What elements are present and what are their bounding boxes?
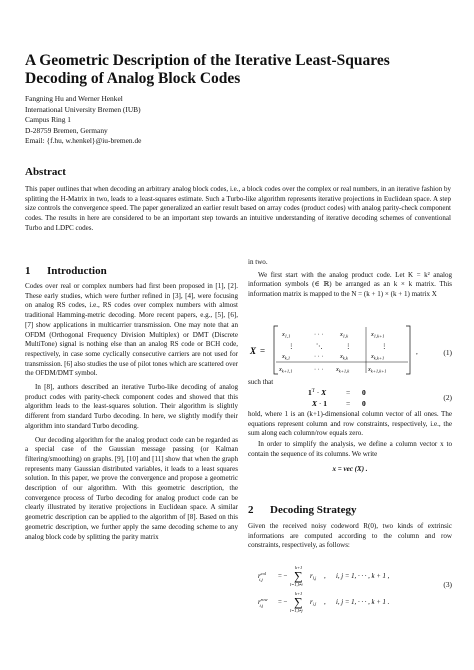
section-2-number: 2 xyxy=(248,504,254,516)
svg-text:x1,k: $x_{1,k}$ xyxy=(340,331,349,339)
section-2-title: Decoding Strategy xyxy=(270,504,357,516)
abstract-text: This paper outlines that when decoding an arbitrary analog block codes, i.e., a block codes over the complex or real numbers, in an iterative fashion by splitting the H-Matrix in two, leads to a least-squares estimate. Such a Turbo-like algorithm represents iterative projections in Euclidean space. A step size controls the convergence speed. The paper generalized an earlier result based on array codes (product codes) with analog parity-check component codes. The results in here are considered to be an important step towards an intuitive understanding of iterative decoding schemes of conventional Turbo and LDPC codes. xyxy=(25,185,451,232)
svg-text:k+1: k+1 xyxy=(295,565,303,570)
svg-text:rl,j: $r_{l,j}$ xyxy=(310,573,317,581)
intro-paragraph-1: Codes over real or complex numbers had first been proposed in [1], [2]. These early studies, which were further refined in [3], [4], were focusing on analog RS codes, i.e., RS codes over complex numbers with almost traditional Hamming-metric decoding. More recent papers, e.g., [5], [6], [7] show applications in multicarrier transmission. One may note that an OFDM (Orthogonal Frequency Division Multiplex) or DMT (Discrete MultiTone) signal is nothing else than an analog RS code or BCH code, respectively, in case some cyclically consecutive carriers are not used for transmission. [6] also studies the use of pilot tones which are scattered over the OFDM/DMT symbol. xyxy=(25,282,238,378)
svg-text:0: 0 xyxy=(362,388,366,397)
author-block xyxy=(25,94,141,147)
svg-text:= −: = − xyxy=(278,573,288,580)
section-2-body xyxy=(248,522,452,551)
svg-text:ri,l: $r_{i,l}$ xyxy=(310,599,317,607)
svg-text:xk,1: $x_{k,1}$ xyxy=(282,353,291,361)
right-paragraph-3: In order to simplify the analysis, we define a column vector x to contain the sequence of its columns. We write xyxy=(248,440,452,458)
svg-text:i, j = 1, · · · , k + 1 .: i, j = 1, · · · , k + 1 . xyxy=(336,599,390,606)
extrinsic-equations-graphic xyxy=(248,558,438,614)
equation-3 xyxy=(248,558,452,614)
matrix-equation-graphic xyxy=(248,324,438,376)
left-column xyxy=(25,282,238,546)
equation-2-number: (2) xyxy=(443,393,452,402)
svg-text:,: , xyxy=(324,573,326,580)
svg-text:⋮: ⋮ xyxy=(345,343,352,350)
right-column xyxy=(248,258,452,300)
author-street: Campus Ring 1 xyxy=(25,115,71,125)
intro-paragraph-3: Our decoding algorithm for the analog product code can be regarded as a special case of the Gaussian message passing (or Kalman filtering/smoothing) on graphs. [9], [10] and [11] show that when the graph represents many Gaussian distributed variables, it leads to a least squares solution. In this paper, we prove the convergence and propose a geometric description of our algorithm. With this geometric description, the convergence process of Turbo decoding for analog product code can be clearly illustrated by iterative projections in Euclidean space. A similar geometric description can be applied to the algorithm of [8]. Based on this geometric description, we further apply the same decoding scheme to any analog block code by splitting the parity matrix xyxy=(25,435,238,541)
equation-3-number: (3) xyxy=(443,580,452,589)
svg-text:X: X xyxy=(250,346,257,356)
author-city: D-28759 Bremen, Germany xyxy=(25,125,108,135)
such-that-text: such that xyxy=(248,378,274,386)
svg-text:0: 0 xyxy=(362,399,366,408)
abstract-heading: Abstract xyxy=(25,166,66,178)
svg-text:l=1,l≠j: l=1,l≠j xyxy=(290,608,303,613)
vec-equation: x = vec (X) . xyxy=(332,464,368,473)
intro-paragraph-2: In [8], authors described an iterative Turbo-like decoding of analog product codes with parity-check component codes and showed that this algorithm leads to the least-squares solution. Their algorithm is slightly different from standard Turbo decoding. In here, we slightly modify their algorithm into standard Turbo decoding. xyxy=(25,383,238,430)
equation-2 xyxy=(248,385,452,409)
svg-text:xk,k: $x_{k,k}$ xyxy=(340,353,348,361)
svg-text:,: , xyxy=(324,599,326,606)
constraint-equations-graphic xyxy=(248,385,438,409)
svg-text:x1,1: $x_{1,1}$ xyxy=(282,331,291,339)
svg-text:rrowi,j: $r^{row}$ i,j xyxy=(258,597,268,608)
svg-text:=: = xyxy=(260,346,266,356)
svg-text:· · ·: · · · xyxy=(314,353,324,360)
svg-text:∑: ∑ xyxy=(294,569,303,583)
svg-text:x1,k+1: $x_{1,k+1}$ xyxy=(371,331,385,339)
section-1-heading xyxy=(25,265,107,277)
right-paragraph-0: in two. xyxy=(248,258,268,266)
svg-text:1T · X: $1^T \cdot X$ xyxy=(308,388,327,397)
svg-text:k+1: k+1 xyxy=(295,591,303,596)
svg-text:⋮: ⋮ xyxy=(381,343,388,350)
svg-text:∑: ∑ xyxy=(294,595,303,609)
svg-text:X · 1: X · 1 xyxy=(312,399,328,408)
svg-text:xk+1,1: $x_{k+1,1}$ xyxy=(279,366,293,374)
right-paragraph-2: hold, where 1 is an (k+1)-dimensional column vector of all ones. The equations represent column and row constraints, respectively, i.e., the sum along each column/row equals zero. xyxy=(248,410,452,438)
section-1-title: Introduction xyxy=(47,265,107,277)
svg-text:= −: = − xyxy=(278,599,288,606)
author-email: Email: {f.hu, w.henkel}@iu-bremen.de xyxy=(25,136,142,146)
svg-text:xk+1,k: $x_{k+1,k}$ xyxy=(336,366,350,374)
section-2-paragraph: Given the received noisy codeword R(0), two kinds of extrinsic informations are computed according to the column and row constraints, respectively, as follows: xyxy=(248,522,452,550)
svg-text:⋱: ⋱ xyxy=(316,343,323,350)
svg-text:xk,k+1: $x_{k,k+1}$ xyxy=(371,353,385,361)
svg-text:=: = xyxy=(346,388,351,397)
section-2-heading xyxy=(248,504,356,516)
svg-text:,: , xyxy=(416,348,418,356)
right-column-lower xyxy=(248,410,452,474)
section-1-number: 1 xyxy=(25,265,31,277)
svg-text:· · ·: · · · xyxy=(314,331,324,338)
paper-title: A Geometric Description of the Iterative Least-Squares Decoding of Analog Block Codes xyxy=(25,52,390,87)
svg-text:l=1,l≠i: l=1,l≠i xyxy=(290,582,303,587)
right-paragraph-1: We first start with the analog product code. Let K = k² analog information symbols (∈ ℝ) be arranged as an k × k matrix. This information matrix is mapped to the N = (k + 1) × (k + 1) matrix X xyxy=(248,270,452,299)
svg-text:rcoli,j: $r^{col}$ i,j xyxy=(258,571,267,582)
equation-1-number: (1) xyxy=(443,348,452,357)
svg-text:=: = xyxy=(346,399,351,408)
author-affiliation: International University Bremen (IUB) xyxy=(25,104,141,114)
author-names: Fangning Hu and Werner Henkel xyxy=(25,94,123,103)
svg-text:· · ·: · · · xyxy=(314,366,324,373)
equation-1 xyxy=(248,324,452,376)
svg-text:⋮: ⋮ xyxy=(288,343,295,350)
svg-text:i, j = 1, · · · , k + 1 ,: i, j = 1, · · · , k + 1 , xyxy=(336,573,390,580)
svg-text:xk+1,k+1: $x_{k+1,k+1}$ xyxy=(368,366,387,374)
